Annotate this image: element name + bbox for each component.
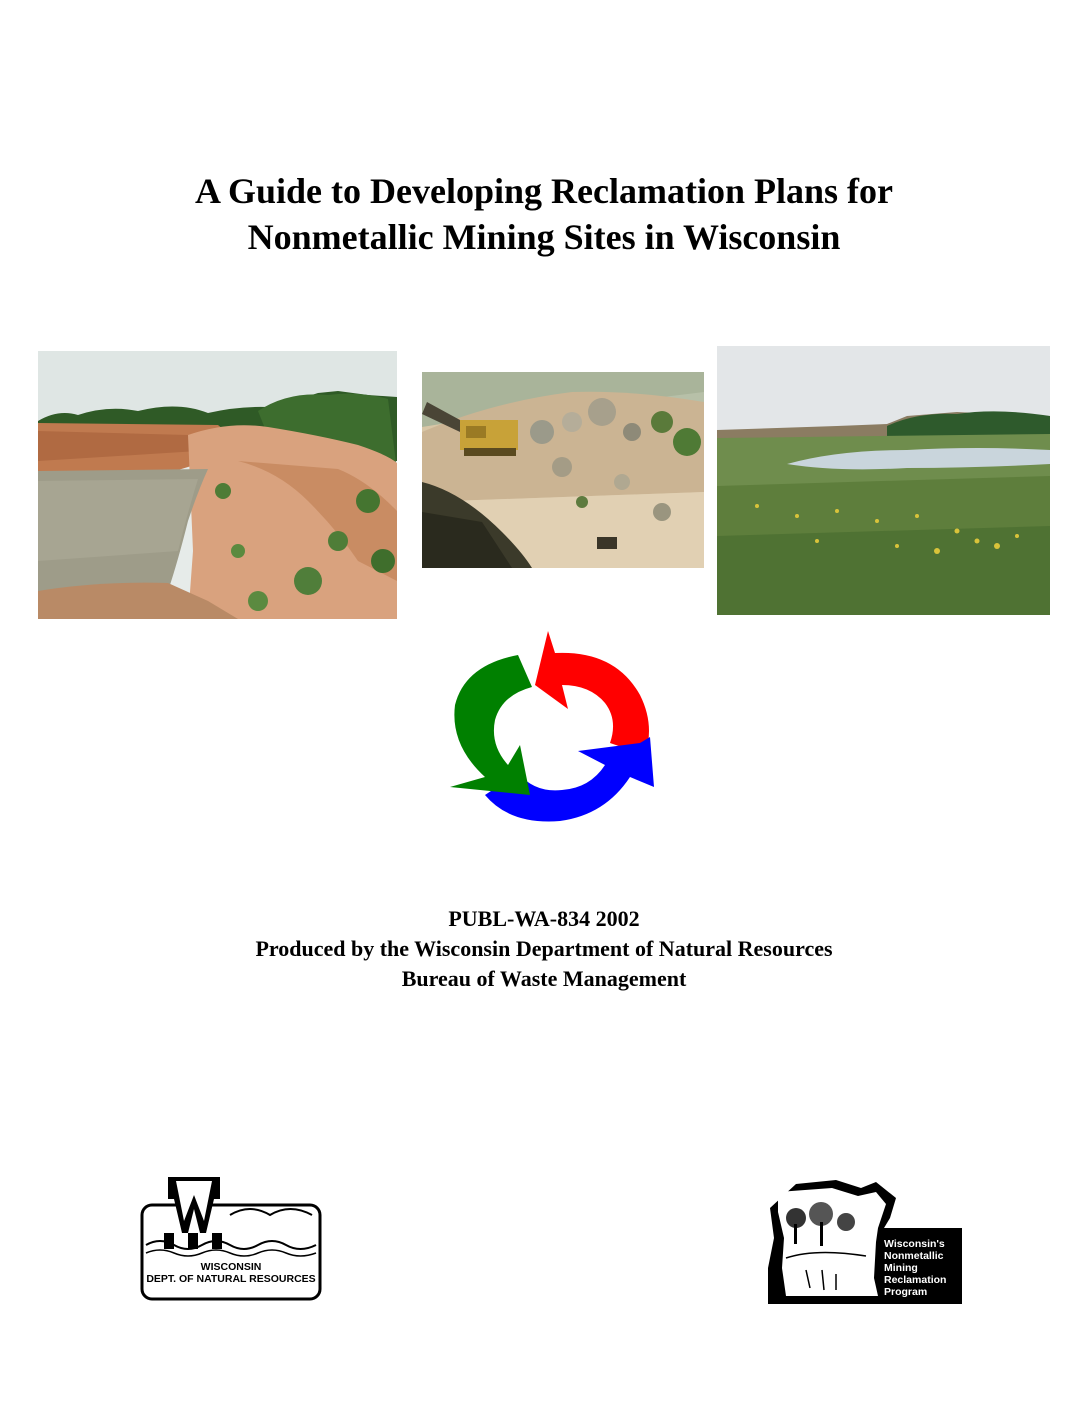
photo-sand-pit [38, 351, 397, 619]
dnr-logo-text [140, 1261, 322, 1285]
title-line-1: A Guide to Developing Reclamation Plans for [195, 171, 893, 211]
red-arrow [535, 631, 649, 755]
publication-number: PUBL-WA-834 2002 [448, 906, 640, 931]
green-arrow [450, 655, 532, 795]
publication-producer: Produced by the Wisconsin Department of Natural Resources [255, 936, 833, 961]
publication-bureau: Bureau of Waste Management [401, 966, 687, 991]
program-logo-line-3: Mining [884, 1262, 918, 1274]
program-logo-line-4: Reclamation [884, 1274, 947, 1286]
photo-wetland [717, 346, 1050, 615]
wisconsin-dnr-logo [140, 1175, 322, 1301]
dnr-logo-line-1: WISCONSIN [200, 1261, 262, 1273]
title-line-2: Nonmetallic Mining Sites in Wisconsin [247, 217, 841, 257]
reclamation-program-logo [766, 1178, 962, 1304]
program-logo-text [884, 1238, 946, 1298]
photo-excavator [422, 372, 704, 568]
program-logo-line-5: Program [884, 1286, 928, 1298]
recycle-arrows-icon [440, 625, 660, 825]
document-title [0, 168, 1088, 260]
publication-info [0, 904, 1088, 994]
program-logo-line-1: Wisconsin's [884, 1238, 945, 1250]
program-logo-line-2: Nonmetallic [884, 1250, 944, 1262]
dnr-logo-line-2: DEPT. OF NATURAL RESOURCES [146, 1273, 316, 1285]
